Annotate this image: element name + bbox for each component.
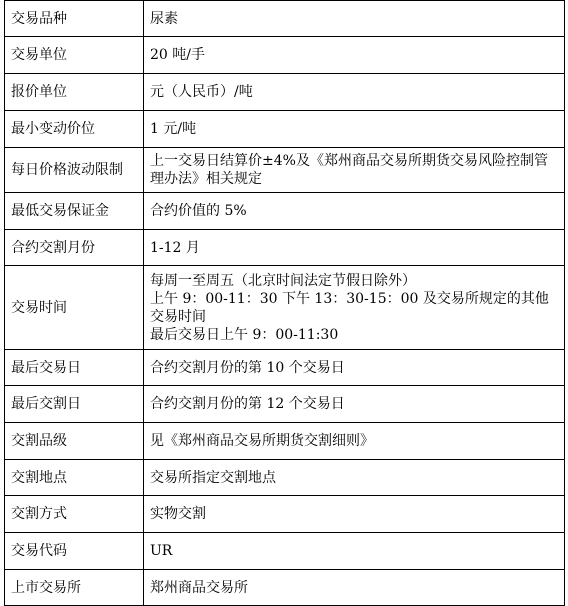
row-label: 上市交易所 (5, 570, 144, 606)
row-label: 最低交易保证金 (5, 193, 144, 230)
table-row (5, 350, 565, 386)
table-row (5, 266, 565, 350)
row-label: 交割地点 (5, 460, 144, 496)
table-row (5, 148, 565, 193)
row-value: 郑州商品交易所 (144, 570, 565, 606)
table-row (5, 193, 565, 230)
row-value: 实物交割 (144, 496, 565, 533)
table-row (5, 570, 565, 606)
table-row (5, 74, 565, 111)
row-value: 合约价值的 5% (144, 193, 565, 230)
row-label: 最小变动价位 (5, 111, 144, 148)
row-value: 交易所指定交割地点 (144, 460, 565, 496)
row-label: 交割品级 (5, 423, 144, 460)
row-value: 尿素 (144, 1, 565, 37)
trading-hours-cell (144, 266, 565, 350)
row-label: 交割方式 (5, 496, 144, 533)
table-row (5, 533, 565, 570)
row-value: 上一交易日结算价±4%及《郑州商品交易所期货交易风险控制管理办法》相关规定 (144, 148, 565, 193)
trading-hours-line: 最后交易日上午 9：00-11:30 (150, 326, 339, 343)
row-label: 交易品种 (5, 1, 144, 37)
trading-hours-line: 上午 9：00-11：30 下午 13：30-15：00 及交易所规定的其他交易时间 (150, 290, 549, 325)
table-row (5, 37, 565, 74)
row-value: 1 元/吨 (144, 111, 565, 148)
contract-spec-table (4, 0, 565, 606)
row-value: 见《郑州商品交易所期货交割细则》 (144, 423, 565, 460)
table-row (5, 423, 565, 460)
row-label: 交易代码 (5, 533, 144, 570)
row-value: 合约交割月份的第 10 个交易日 (144, 350, 565, 386)
row-label: 报价单位 (5, 74, 144, 111)
trading-hours-line: 每周一至周五（北京时间法定节假日除外） (150, 272, 416, 289)
table-row (5, 496, 565, 533)
row-label: 交易时间 (5, 266, 144, 350)
row-label: 最后交易日 (5, 350, 144, 386)
row-label: 交易单位 (5, 37, 144, 74)
table-row (5, 111, 565, 148)
row-label: 合约交割月份 (5, 230, 144, 266)
table-row (5, 460, 565, 496)
table-row (5, 1, 565, 37)
row-label: 每日价格波动限制 (5, 148, 144, 193)
row-value: 元（人民币）/吨 (144, 74, 565, 111)
row-value: UR (144, 533, 565, 570)
row-label: 最后交割日 (5, 386, 144, 423)
table-row (5, 230, 565, 266)
row-value: 合约交割月份的第 12 个交易日 (144, 386, 565, 423)
row-value: 1-12 月 (144, 230, 565, 266)
table-row (5, 386, 565, 423)
row-value: 20 吨/手 (144, 37, 565, 74)
